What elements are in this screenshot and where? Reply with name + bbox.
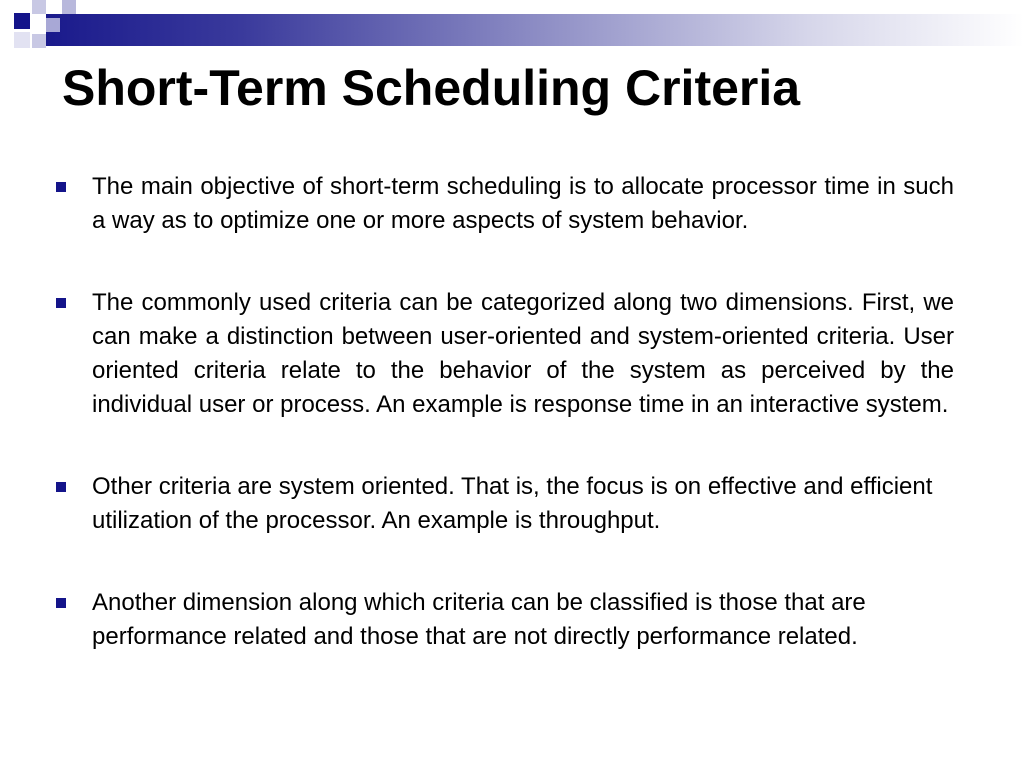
square-bullet-icon bbox=[56, 482, 66, 492]
decor-square bbox=[32, 0, 46, 14]
decor-square bbox=[14, 13, 30, 29]
square-bullet-icon bbox=[56, 598, 66, 608]
bullet-list bbox=[52, 170, 954, 702]
bullet-text: Another dimension along which criteria can be classified is those that are performance related and those that are not directly performance related. bbox=[92, 589, 866, 650]
square-bullet-icon bbox=[56, 182, 66, 192]
bullet-text: Other criteria are system oriented. That is, the focus is on effective and efficient utilization of the processor. An example is throughput. bbox=[92, 473, 933, 534]
decor-square bbox=[62, 0, 76, 14]
bullet-text: The main objective of short-term scheduling is to allocate processor time in such a way as to optimize one or more aspects of system behavior. bbox=[92, 173, 954, 234]
decor-square bbox=[46, 18, 60, 32]
slide-title: Short-Term Scheduling Criteria bbox=[62, 60, 801, 116]
header-gradient-bar bbox=[46, 14, 1024, 46]
square-bullet-icon bbox=[56, 298, 66, 308]
bullet-text: The commonly used criteria can be categorized along two dimensions. First, we can make a distinction between user-oriented and system-oriented criteria. User oriented criteria relate to the behavior of the system as perceived by the individual user or process. An example is response time in an interactive system. bbox=[92, 289, 954, 418]
bullet-item bbox=[52, 470, 954, 538]
decor-square bbox=[32, 34, 46, 48]
bullet-item bbox=[52, 170, 954, 238]
bullet-item bbox=[52, 586, 954, 654]
bullet-item bbox=[52, 286, 954, 422]
decor-square bbox=[14, 32, 30, 48]
